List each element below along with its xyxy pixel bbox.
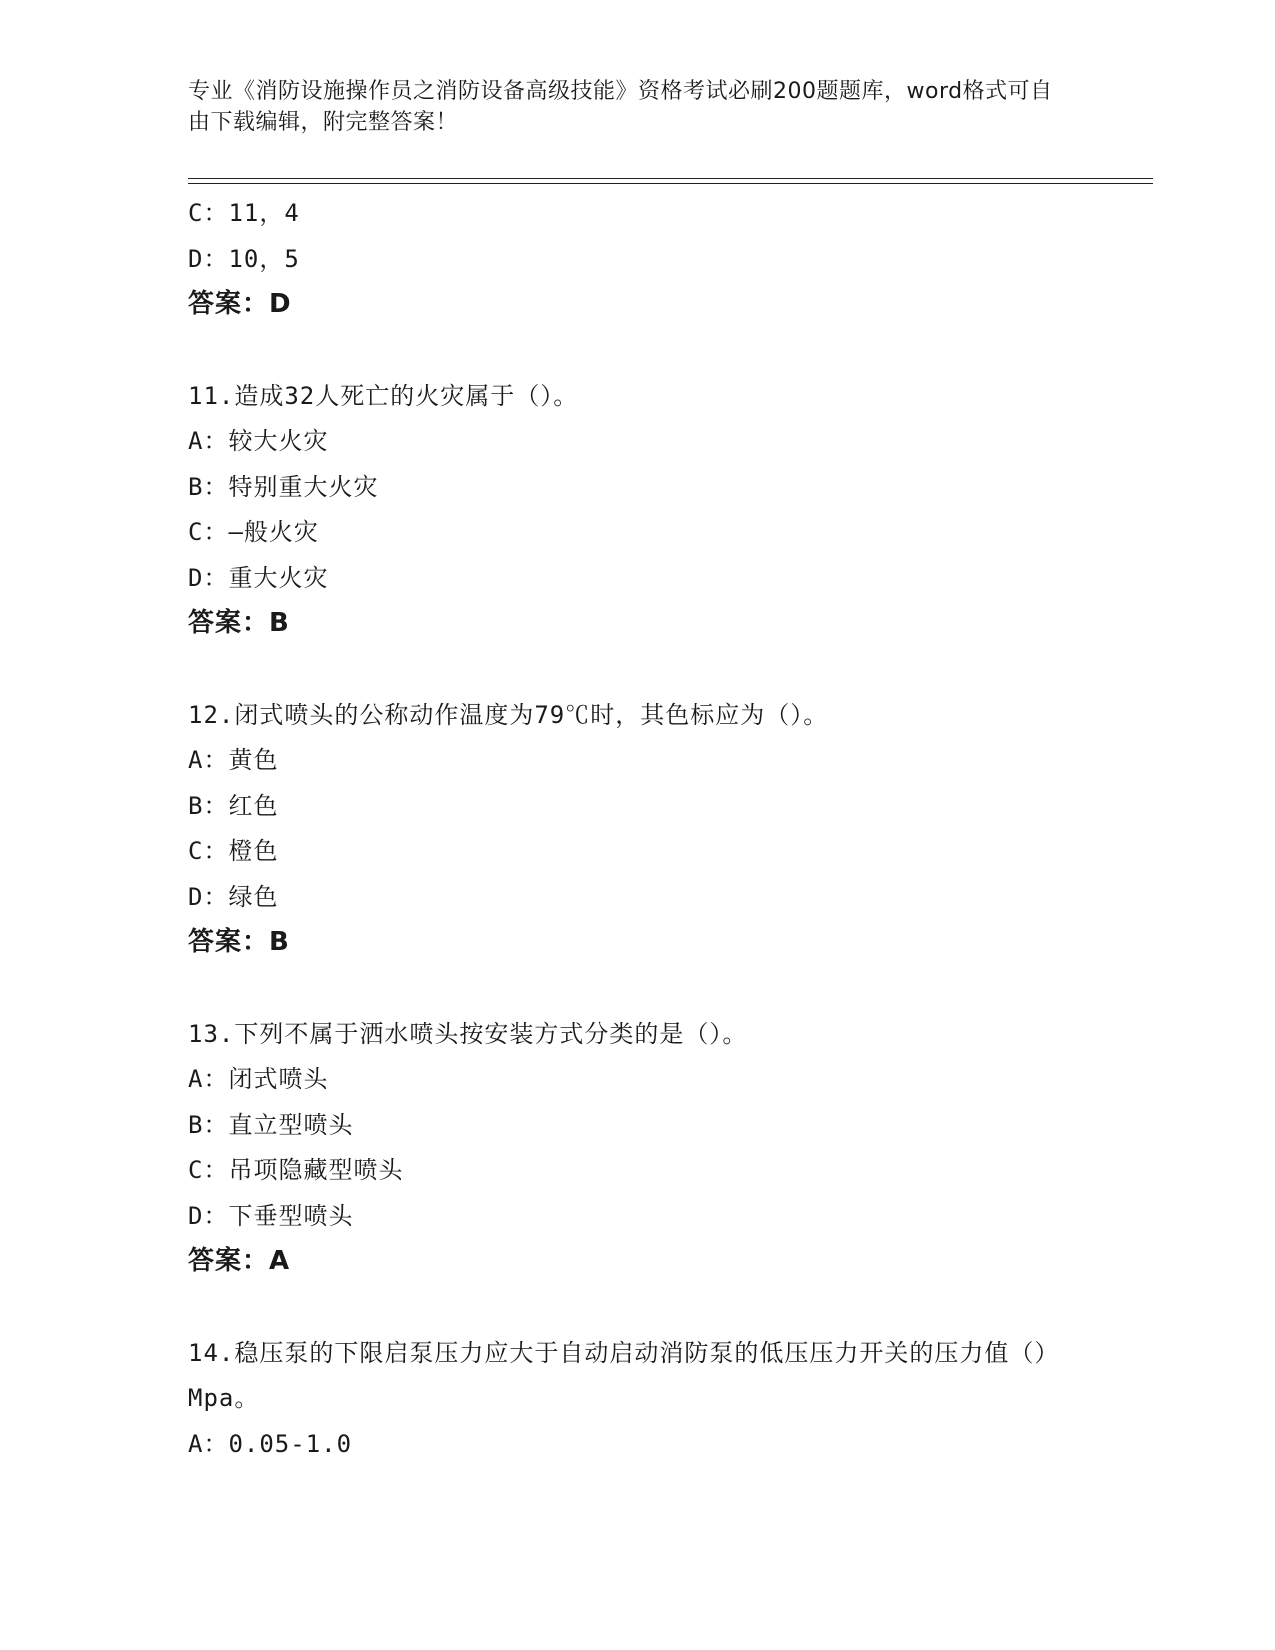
answer-line: 答案：A bbox=[188, 1246, 291, 1276]
spacer bbox=[188, 647, 1088, 693]
option-d: D：绿色 bbox=[188, 882, 279, 911]
option-d: D：下垂型喷头 bbox=[188, 1201, 354, 1230]
option-c: C：吊项隐藏型喷头 bbox=[188, 1156, 404, 1184]
question-block-11 bbox=[188, 374, 1088, 647]
question-list bbox=[188, 191, 1088, 1467]
spacer bbox=[188, 966, 1088, 1012]
header-divider-bottom bbox=[188, 183, 1153, 184]
header-divider-top bbox=[188, 178, 1153, 179]
option-a: A：较大火灾 bbox=[188, 427, 329, 455]
document-header: 专业《消防设施操作员之消防设备高级技能》资格考试必刷200题题库，word格式可自由下载编辑，附完整答案！ bbox=[188, 79, 1053, 135]
answer-line: 答案：D bbox=[188, 289, 292, 319]
answer-line: 答案：B bbox=[188, 927, 290, 957]
option-c: C：橙色 bbox=[188, 837, 279, 865]
question-block-12 bbox=[188, 693, 1088, 966]
option-a: A：闭式喷头 bbox=[188, 1065, 329, 1093]
question-stem: 14.稳压泵的下限启泵压力应大于自动启动消防泵的低压压力开关的压力值（）Mpa。 bbox=[188, 1338, 1060, 1412]
option-d: D：10，5 bbox=[188, 244, 300, 273]
option-a: A：0.05-1.0 bbox=[188, 1429, 353, 1458]
question-stem: 11.造成32人死亡的火灾属于（）。 bbox=[188, 381, 579, 410]
option-c: C：11，4 bbox=[188, 199, 300, 227]
option-d: D：重大火灾 bbox=[188, 563, 329, 592]
question-stem: 12.闭式喷头的公称动作温度为79℃时，其色标应为（）。 bbox=[188, 700, 829, 729]
option-a: A：黄色 bbox=[188, 746, 279, 774]
answer-line: 答案：B bbox=[188, 608, 290, 638]
option-b: B：直立型喷头 bbox=[188, 1110, 354, 1139]
option-b: B：特别重大火灾 bbox=[188, 472, 379, 501]
question-block-continued bbox=[188, 191, 1088, 328]
question-block-13 bbox=[188, 1012, 1088, 1285]
spacer bbox=[188, 1285, 1088, 1331]
question-block-14 bbox=[188, 1331, 1088, 1468]
spacer bbox=[188, 328, 1088, 374]
option-c: C：—般火灾 bbox=[188, 518, 319, 546]
option-b: B：红色 bbox=[188, 791, 279, 820]
question-stem: 13.下列不属于洒水喷头按安装方式分类的是（）。 bbox=[188, 1019, 748, 1048]
